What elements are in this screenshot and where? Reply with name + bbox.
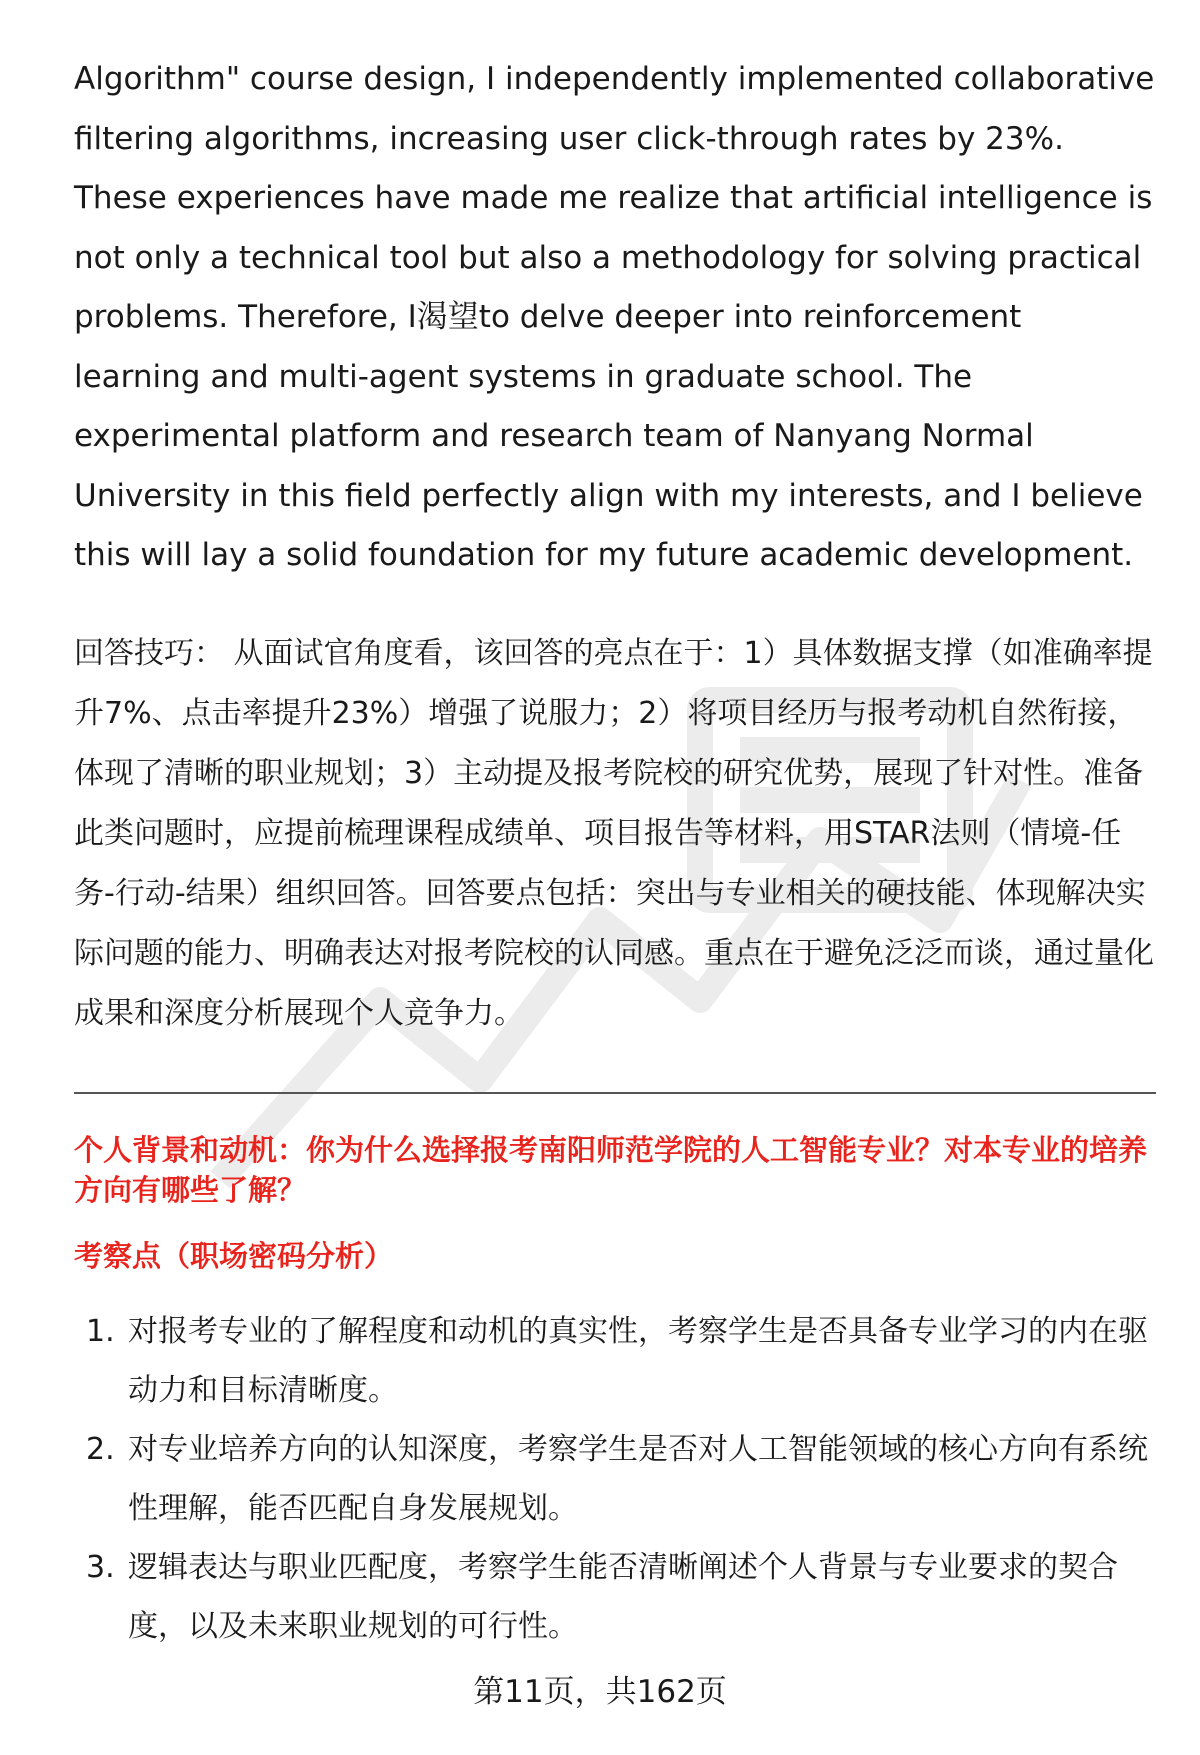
list-item [74, 1302, 1156, 1420]
page-number: 第11页，共162页 [473, 1674, 727, 1710]
answer-paragraph: Algorithm" course design, I independently implemented collaborative filtering algorithms, increasing user click-through rates by 23%. These experiences have made me realize that artificial intelligence is not only a technical tool but also a methodology for solving practical problems. Therefore, I渴望to delve deeper into reinforcement learning and multi-agent systems in graduate school. The experimental platform and research team of Nanyang Normal University in this field perfectly align with my interests, and I believe this will lay a solid foundation for my future academic development. [74, 61, 1155, 573]
list-item-number: 1. [86, 1313, 115, 1349]
list-item-text: 对专业培养方向的认知深度，考察学生是否对人工智能领域的核心方向有系统性理解，能否匹配自身发展规划。 [128, 1431, 1148, 1526]
assessment-heading: 考察点（职场密码分析） [74, 1238, 394, 1273]
list-item [74, 1420, 1156, 1538]
page-content [74, 50, 1156, 1656]
list-item [74, 1538, 1156, 1656]
list-item-text: 逻辑表达与职业匹配度，考察学生能否清晰阐述个人背景与专业要求的契合度，以及未来职业规划的可行性。 [128, 1549, 1118, 1644]
section-divider [74, 1092, 1156, 1094]
answer-tip: 回答技巧： 从面试官角度看，该回答的亮点在于：1）具体数据支撑（如准确率提升7%、点击率提升23%）增强了说服力；2）将项目经历与报考动机自然衔接，体现了清晰的职业规划；3）主动提及报考院校的研究优势，展现了针对性。准备此类问题时，应提前梳理课程成绩单、项目报告等材料，用STAR法则（情境-任务-行动-结果）组织回答。回答要点包括：突出与专业相关的硬技能、体现解决实际问题的能力、明确表达对报考院校的认同感。重点在于避免泛泛而谈，通过量化成果和深度分析展现个人竞争力。 [74, 635, 1154, 1031]
question-heading: 个人背景和动机：你为什么选择报考南阳师范学院的人工智能专业？对本专业的培养方向有哪些了解？ [74, 1132, 1148, 1207]
list-item-number: 2. [86, 1431, 115, 1467]
list-item-number: 3. [86, 1549, 115, 1585]
assessment-points-list [74, 1302, 1156, 1656]
list-item-text: 对报考专业的了解程度和动机的真实性，考察学生是否具备专业学习的内在驱动力和目标清晰度。 [128, 1313, 1148, 1408]
